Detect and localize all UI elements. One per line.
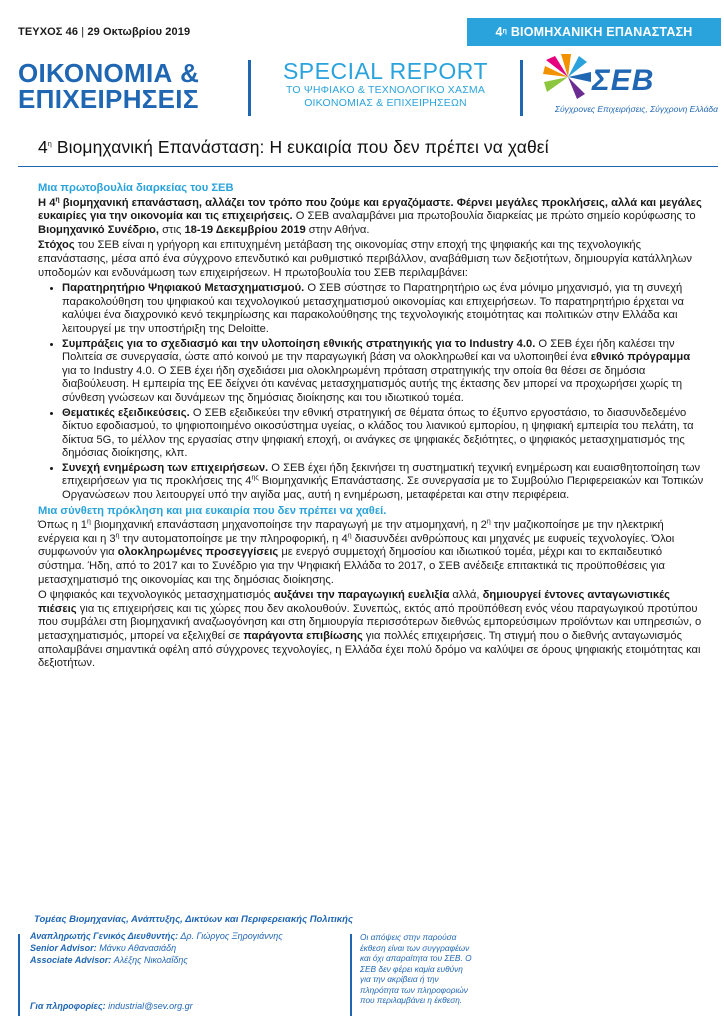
- section-2-para-1: [38, 519, 706, 587]
- s2p1-sup3: η: [115, 532, 120, 540]
- s2p2-bold3: παράγοντα επιβίωσης: [243, 630, 363, 642]
- bullet-3-text: Ο ΣΕΒ εξειδικεύει την εθνική στρατηγική σε θέματα όπως το έξυπνο εργοστάσιο, το διασυνδεδεμένο δίκτυο εφοδιασμού, το ψηφιοποιημένο οικοσύστημα υγείας, ο κλάδος του λιανικού εμπορίου, η ψηφιακή εμπειρία του πελάτη, τα δίκτυα 5G, το μέλλον της εργασίας στην ψηφιακή εποχή, οι ανάγκες σε ψηφιακές δεξιότητες, ο ψηφιακός μετασχηματισμός της δημόσιας διοίκησης, κλπ.: [62, 406, 694, 460]
- bullet-2-bold: Συμπράξεις για το σχεδιασμό και την υλοποίηση εθνικής στρατηγικής για το Industry 4.0.: [62, 337, 536, 350]
- header-divider-right: [520, 60, 523, 116]
- section-1-title: Μια πρωτοβουλία διαρκείας του ΣΕΒ: [38, 182, 234, 194]
- brand-line-1: ΟΙΚΟΝΟΜΙΑ &: [18, 58, 200, 88]
- footer-contacts: [30, 930, 350, 1016]
- contact-label: Senior Advisor:: [30, 943, 97, 953]
- contact-row: [30, 954, 350, 966]
- list-item: [62, 407, 706, 461]
- p1-bold-a: Η 4: [38, 196, 56, 209]
- bullet-4-bold: Συνεχή ενημέρωση των επιχειρήσεων.: [62, 461, 269, 474]
- headline-sup: η: [47, 141, 52, 149]
- p1-text-b: στις: [159, 223, 185, 236]
- p1-bold-c: Βιομηχανικό Συνέδριο,: [38, 223, 160, 236]
- s2p1-sup1: η: [87, 518, 91, 526]
- p1-text-a: Ο ΣΕΒ αναλαμβάνει μια πρωτοβουλία διαρκείας με πρώτο σημείο κορύφωσης το: [292, 210, 696, 223]
- p1-bold-d: 18-19 Δεκεμβρίου 2019: [184, 223, 306, 236]
- s2p2-bold1: αυξάνει την παραγωγική ευελιξία: [273, 589, 450, 602]
- s2p2-c: για τις επιχειρήσεις και τις χώρες που δεν ακολουθούν. Συνεπώς, εκτός από προϋπόθεση ενός νέου παραγωγικού προτύπου που συμβάλει στη βιομηχανική αναζωογόνηση και στη δημιουργία περισσότερων διεθνώς εμπορεύσιμων προϊόντων και υπηρεσιών, ο μετασχηματισμός, μπορεί να εξελιχθεί σε: [38, 602, 702, 642]
- s2p1-c: την μαζικοποίησε με την ηλεκτρική ενέργεια και η 3: [38, 519, 664, 545]
- contact-value: Δρ. Γιώργος Ξηρογιάννης: [178, 931, 283, 941]
- special-report-sub1: ΤΟ ΨΗΦΙΑΚΟ & ΤΕΧΝΟΛΟΓΙΚΟ ΧΑΣΜΑ: [285, 84, 486, 96]
- contact-value: Αλέξης Νικολαΐδης: [111, 955, 188, 965]
- bullet-1-bold: Παρατηρητήριο Ψηφιακού Μετασχηματισμού.: [62, 282, 305, 295]
- p1-bold-b: βιομηχανική επανάσταση, αλλάζει τον τρόπο που ζούμε και εργαζόμαστε. Φέρνει μεγάλες προκλήσεις, αλλά και μεγάλες ευκαιρίες για την οικονομία και τις επιχειρήσεις.: [38, 196, 702, 223]
- bullet-4-sup: ης: [251, 474, 259, 482]
- bullet-2-bold2: εθνικό πρόγραμμα: [590, 351, 691, 364]
- header-divider-left: [248, 60, 251, 116]
- sev-star-logo-icon: [541, 52, 595, 102]
- bullet-2-text2: για το Industry 4.0. Ο ΣΕΒ έχει ήδη σχεδιάσει μια ολοκληρωμένη πρόταση στρατηγικής την οποία θα θέσει σε δημόσια διαβούλευση. Η εμπειρία της ΕΕ δείχνει ότι κανένας μετασχηματισμός αυτής της έκτασης δεν μπορεί να προχωρήσει χωρίς τη σύνθεση γνώσεων και δυνάμεων της δημόσιας διοίκησης και του ιδιωτικού τομέα.: [62, 364, 683, 404]
- issue-separator: |: [81, 26, 85, 38]
- headline-rule: [18, 166, 718, 167]
- brand-title: [18, 60, 246, 112]
- s2p1-d: την αυτοματοποίησε με την πληροφορική, η 4: [119, 532, 348, 545]
- bullet-1-text: Ο ΣΕΒ σύστησε το Παρατηρητήριο ως ένα μόνιμο μηχανισμό, για τη συνεχή παρακολούθηση του ψηφιακού και τεχνολογικού μετασχηματισμού οικονομίας και επιχειρήσεων. Το παρατηρητήριο έρχεται να καλύψει ένα διαχρονικό κενό τεκμηρίωσης και παρακολούθησης της τεχνολογικής ετοιμότητας και πολιτικών στην Ελλάδα και λειτουργεί με την υποστήριξη της Deloitte.: [62, 282, 685, 335]
- bullet-2-text: Ο ΣΕΒ έχει ήδη καλέσει την Πολιτεία σε συνεργασία, ώστε από κοινού με την παραγωγική βάση να ολοκληρωθεί και να υλοποιηθεί ένα: [62, 337, 675, 364]
- section-1-para-1: [38, 197, 706, 238]
- contact-row: [30, 930, 350, 942]
- disclaimer-divider: [350, 934, 352, 1016]
- brand-line-2: ΕΠΙΧΕΙΡΗΣΕΙΣ: [18, 84, 199, 114]
- s2p1-sup2: η: [486, 518, 491, 526]
- s2p2-a: Ο ψηφιακός και τεχνολογικός μετασχηματισμός: [38, 589, 274, 602]
- bullet-4-text: Ο ΣΕΒ έχει ήδη ξεκινήσει τη συστηματική τεχνική ενημέρωση και ευαισθητοποίηση των επιχειρήσεων για τις προκλήσεις της 4: [62, 461, 701, 488]
- p1-text-c: στην Αθήνα.: [305, 223, 370, 236]
- s2p1-f: με ενεργό συμμετοχή δημοσίου και ιδιωτικού τομέα, μέχρι και το εκπαιδευτικό σύστημα. Ήδη, από το 2017 και το Συνέδριο για την Ψηφιακή Ελλάδα το 2017, ο ΣΕΒ ανέδειξε επιτακτικά τις προϋποθέσεις για μετασχηματισμό της οικονομίας και της δημόσιας διοίκησης.: [38, 546, 665, 586]
- headline-text: Βιομηχανική Επανάσταση: Η ευκαιρία που δεν πρέπει να χαθεί: [56, 137, 549, 157]
- s2p1-b: βιομηχανική επανάσταση μηχανοποίησε την παραγωγή με την ατμομηχανή, η 2: [90, 519, 487, 532]
- contact-row: [30, 942, 350, 954]
- banner-text: ΒΙΟΜΗΧΑΝΙΚΗ ΕΠΑΝΑΣΤΑΣΗ: [510, 25, 693, 39]
- s2p1-e: διασυνδέει ανθρώπους και μηχανές με ευφυείς τεχνολογίες. Όλοι συμφωνούν για: [38, 532, 675, 559]
- footer-divider: [18, 934, 20, 1016]
- s2p1-sup4: η: [347, 532, 352, 540]
- p2-bold: Στόχος: [38, 239, 75, 252]
- contact-label: Αναπληρωτής Γενικός Διευθυντής:: [30, 931, 179, 941]
- special-report: [258, 58, 513, 110]
- disclaimer: Οι απόψεις στην παρούσα έκθεση είναι των συγγραφέων και όχι απαραίτητα του ΣΕΒ. Ο ΣΕΒ δεν φέρει καμία ευθύνη για την ακρίβεια ή την πληρότητα των πληροφοριών που περιλαμβάνει η έκθεση.: [360, 932, 472, 1005]
- sev-tagline: Σύγχρονες Επιχειρήσεις, Σύγχρονη Ελλάδα: [554, 104, 718, 114]
- bullet-3-bold: Θεματικές εξειδικεύσεις.: [62, 406, 190, 419]
- headline-num: 4: [38, 137, 48, 157]
- contact-value: Μάνκυ Αθανασιάδη: [96, 943, 177, 953]
- info-label: Για πληροφορίες:: [30, 1001, 106, 1011]
- s2p1-bold: ολοκληρωμένες προσεγγίσεις: [117, 546, 279, 559]
- info-row: [30, 1000, 350, 1012]
- article-body: [38, 182, 706, 673]
- p2-text: του ΣΕΒ είναι η γρήγορη και επιτυχημένη μετάβαση της οικονομίας στην εποχή της ψηφιακής και της τεχνολογικής επανάστασης, μέσα από ένα σύγχρονο επενδυτικό και ρυθμιστικό περιβάλλον, αναβάθμιση των δεξιοτήτων, δημιουργία κατάλληλων υποδομών και ενδυνάμωση των επιχειρήσεων. Η πρωτοβουλία του ΣΕΒ περιλαμβάνει:: [38, 239, 692, 279]
- issue-number: ΤΕΥΧΟΣ 46: [18, 26, 79, 38]
- sev-logo-text: ΣΕΒ: [592, 64, 655, 97]
- special-report-sub2: ΟΙΚΟΝΟΜΙΑΣ & ΕΠΙΧΕΙΡΗΣΕΩΝ: [304, 97, 467, 109]
- topic-banner: 4 η ΒΙΟΜΗΧΑΝΙΚΗ ΕΠΑΝΑΣΤΑΣΗ: [467, 18, 721, 46]
- s2p2-d: για πολλές επιχειρήσεις. Τη στιγμή που ο διεθνής ανταγωνισμός απολαμβάνει σημαντικά οφέλη από σύγχρονες τεχνολογίες, η Ελλάδα έχει πολύ δρόμο να καλύψει σε όρους ψηφιακής ετοιμότητας και δεξιοτήτων.: [38, 630, 701, 670]
- s2p2-b: αλλά,: [449, 589, 483, 602]
- issue-line: [18, 26, 190, 38]
- section-2-para-2: [38, 589, 706, 671]
- info-email-link[interactable]: industrial@sev.org.gr: [105, 1001, 193, 1011]
- list-item: [62, 462, 706, 503]
- contact-label: Associate Advisor:: [30, 955, 112, 965]
- issue-date: 29 Οκτωβρίου 2019: [87, 26, 191, 38]
- headline: [38, 137, 549, 158]
- p1-bold-sup: η: [55, 195, 60, 203]
- banner-number: 4: [495, 25, 503, 39]
- special-report-title: SPECIAL REPORT: [282, 58, 489, 84]
- section-1-para-2: [38, 239, 706, 280]
- list-item: [62, 338, 706, 406]
- s2p2-bold2: δημιουργεί έντονες ανταγωνιστικές πιέσεις: [38, 589, 670, 615]
- bullet-4-text2: Βιομηχανικής Επανάστασης. Σε συνεργασία με το Συμβούλιο Περιφερειακών και Τοπικών Οργανώσεων που λειτουργεί υπό την αιγίδα μας, αυτή η ενημέρωση, μεταφέρεται και στην περιφέρεια.: [62, 475, 704, 502]
- initiative-list: [38, 282, 706, 503]
- s2p1-a: Όπως η 1: [38, 519, 88, 532]
- list-item: [62, 282, 706, 336]
- section-2-title: Μια σύνθετη πρόκληση και μια ευκαιρία που δεν πρέπει να χαθεί.: [38, 504, 387, 517]
- footer-department: Τομέας Βιομηχανίας, Ανάπτυξης, Δικτύων και Περιφερειακής Πολιτικής: [34, 914, 353, 925]
